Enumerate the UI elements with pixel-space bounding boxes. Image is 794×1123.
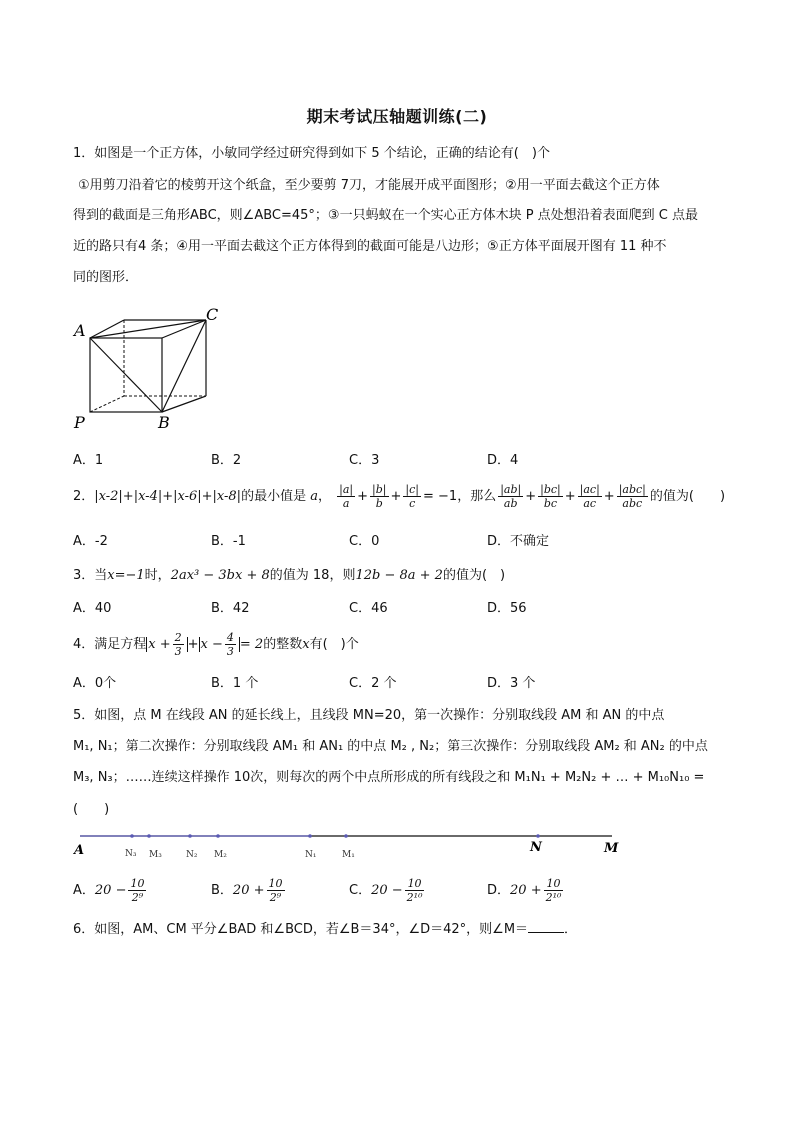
q2-option-d[interactable]: D．不确定 xyxy=(487,534,550,549)
q3-stem xyxy=(73,566,505,586)
q1-body-line4: 同的图形． xyxy=(73,270,139,285)
q4-option-a[interactable]: A．0个 xyxy=(73,676,117,691)
q3-mid: 时， xyxy=(144,568,171,583)
q3-option-b[interactable]: B．42 xyxy=(211,601,250,616)
label-c: C xyxy=(206,305,219,324)
q5-line2: M₁, N₁；第二次操作：分别取线段 AM₁ 和 AN₁ 的中点 M₂ , N₂；第三次操作：分别取线段 AM₂ 和 AN₂ 的中点 xyxy=(73,739,708,754)
q5-option-c[interactable]: C．20 − $\frac{10}{\text{2¹⁰}}$ xyxy=(349,877,423,904)
page-title: 期末考试压轴题训练(二) xyxy=(306,107,488,126)
q1-body-line3: 近的路只有4 条；④用一平面去截这个正方体得到的截面可能是八边形；⑤正方体平面展开图有 11 种不 xyxy=(73,239,667,254)
seg-label-a: A xyxy=(74,843,85,858)
q5-line3: M₃, N₃；……连续这样操作 10次，则每次的两个中点所形成的所有线段之和 M₁N₁ + M₂N₂ + … + M₁₀N₁₀ = xyxy=(73,770,705,785)
seg-label-m3: M₃ xyxy=(149,850,162,860)
label-p: P xyxy=(74,413,85,432)
q5-option-d[interactable]: D．20 + $\frac{10}{\text{2¹⁰}}$ xyxy=(487,877,562,904)
cube-figure xyxy=(70,302,230,432)
seg-label-n1: N₁ xyxy=(305,850,317,860)
q2-eq: = −1 xyxy=(422,489,458,504)
q2-frac-b: $\frac{|b|}{b}$ xyxy=(372,483,387,510)
q2-stem: 2．|x-2|+|x-4|+|x-6|+|x-8|的最小值是 a， $\frac{|a|}{a}$ + $\frac{|b|}{b}$ + $\frac{|c|}{c}$ = −1，那么 $\frac{|ab|}{ab}$ + $\frac{|bc|}{bc}$ + $\frac{|ac|}{ac}$ + $\frac{\text{|abc|}}{\text{abc}}$ 的值为( ) xyxy=(73,483,726,510)
q4-var-x: x xyxy=(302,637,310,652)
q1-option-a[interactable]: A．1 xyxy=(73,453,104,468)
q1-option-c[interactable]: C．3 xyxy=(349,453,380,468)
q4-option-b[interactable]: B．1 个 xyxy=(211,676,259,691)
q5-options xyxy=(73,874,733,908)
q4-option-c[interactable]: C．2 个 xyxy=(349,676,397,691)
q4-abs1 xyxy=(146,631,187,658)
q4-eq: = 2 xyxy=(239,637,264,652)
q5-option-b[interactable]: B．20 + $\frac{10}{\text{2⁹}}$ xyxy=(211,877,283,904)
q3-expression: 2ax³ − 3bx + 8 xyxy=(170,568,270,583)
q2-number: 2． xyxy=(73,489,95,504)
label-b: B xyxy=(158,413,170,432)
label-a: A xyxy=(74,321,86,340)
q4-pre: 4．满足方程 xyxy=(73,637,147,652)
seg-label-n: N xyxy=(530,840,542,855)
seg-label-m: M xyxy=(604,841,619,856)
seg-label-m1: M₁ xyxy=(342,850,355,860)
seg-label-m2: M₂ xyxy=(214,850,227,860)
q5-option-a[interactable]: A．20 − $\frac{10}{\text{2⁹}}$ xyxy=(73,877,145,904)
q1-option-d[interactable]: D．4 xyxy=(487,453,519,468)
q2-frac-c: $\frac{|c|}{c}$ xyxy=(405,483,419,510)
q4-frac1: $\frac{2}{3}$ xyxy=(174,631,182,658)
q6-end: ． xyxy=(564,922,578,937)
q2-frac-ab: $\frac{|ab|}{ab}$ xyxy=(500,483,522,510)
q1-body-line2: 得到的截面是三角形ABC，则∠ABC=45°；③一只蚂蚁在一个实心正方体木块 P 点处想沿着表面爬到 C 点最 xyxy=(73,208,699,223)
q5-line4: ( ) xyxy=(73,802,110,817)
seg-label-n2: N₂ xyxy=(186,850,198,860)
q3-mid2: 的值为 18，则 xyxy=(269,568,356,583)
q3-pre: 3．当 xyxy=(73,568,108,583)
q4-mid: 的整数 xyxy=(263,637,303,652)
q1-body-line1: ①用剪刀沿着它的棱剪开这个纸盒，至少要剪 7刀，才能展开成平面图形；②用一平面去截这个正方体 xyxy=(78,178,660,193)
q1-stem: 1．如图是一个正方体，小敏同学经过研究得到如下 5 个结论，正确的结论有( )个 xyxy=(73,146,550,161)
q4-abs1-term: x + xyxy=(148,637,171,652)
q2-option-a[interactable]: A．-2 xyxy=(73,534,108,549)
edge-ab xyxy=(90,338,162,412)
q5-line1: 5．如图，点 M 在线段 AN 的延长线上，且线段 MN=20，第一次操作：分别取线段 AM 和 AN 的中点 xyxy=(73,708,665,723)
q2-frac-a: $\frac{|a|}{a}$ xyxy=(339,483,354,510)
q6-answer-blank[interactable] xyxy=(528,918,564,933)
q1-option-b[interactable]: B．2 xyxy=(211,453,242,468)
q2-frac-bc: $\frac{|bc|}{bc}$ xyxy=(540,483,561,510)
q6-text: 6．如图，AM、CM 平分∠BAD 和∠BCD，若∠B＝34°，∠D＝42°，则∠M＝ xyxy=(73,922,529,937)
q3-option-a[interactable]: A．40 xyxy=(73,601,112,616)
q4-frac2: $\frac{4}{3}$ xyxy=(226,631,234,658)
q2-frac-abc: $\frac{\text{|abc|}}{\text{abc}}$ xyxy=(618,483,646,510)
q2-tail: 的值为( ) xyxy=(649,489,726,504)
q2-var-a: a xyxy=(310,489,318,504)
q4-stem xyxy=(73,628,359,662)
segment-figure xyxy=(70,826,630,862)
q4-tail: 有( )个 xyxy=(309,637,359,652)
q3-option-d[interactable]: D．56 xyxy=(487,601,527,616)
q4-option-d[interactable]: D．3 个 xyxy=(487,676,536,691)
q2-option-b[interactable]: B．-1 xyxy=(211,534,246,549)
q2-options xyxy=(73,531,733,553)
q3-option-c[interactable]: C．46 xyxy=(349,601,388,616)
q4-options xyxy=(73,673,733,695)
q3-tail: 的值为( ) xyxy=(442,568,506,583)
q3-expression2: 12b − 8a + 2 xyxy=(355,568,443,583)
q2-option-c[interactable]: C．0 xyxy=(349,534,380,549)
seg-label-n3: N₃ xyxy=(125,849,137,859)
q3-options xyxy=(73,598,733,620)
q3-condition: x=−1 xyxy=(107,568,145,583)
q4-abs2 xyxy=(199,631,240,658)
q6-stem xyxy=(73,918,577,940)
q4-abs2-term: x − xyxy=(200,637,223,652)
q2-then: ，那么 xyxy=(457,489,497,504)
q2-frac-ac: $\frac{|ac|}{ac}$ xyxy=(579,483,600,510)
q2-mid: 的最小值是 xyxy=(241,489,307,504)
q1-options xyxy=(73,450,733,472)
q4-plus: + xyxy=(187,637,199,652)
q2-expression: |x-2|+|x-4|+|x-6|+|x-8| xyxy=(94,489,242,504)
